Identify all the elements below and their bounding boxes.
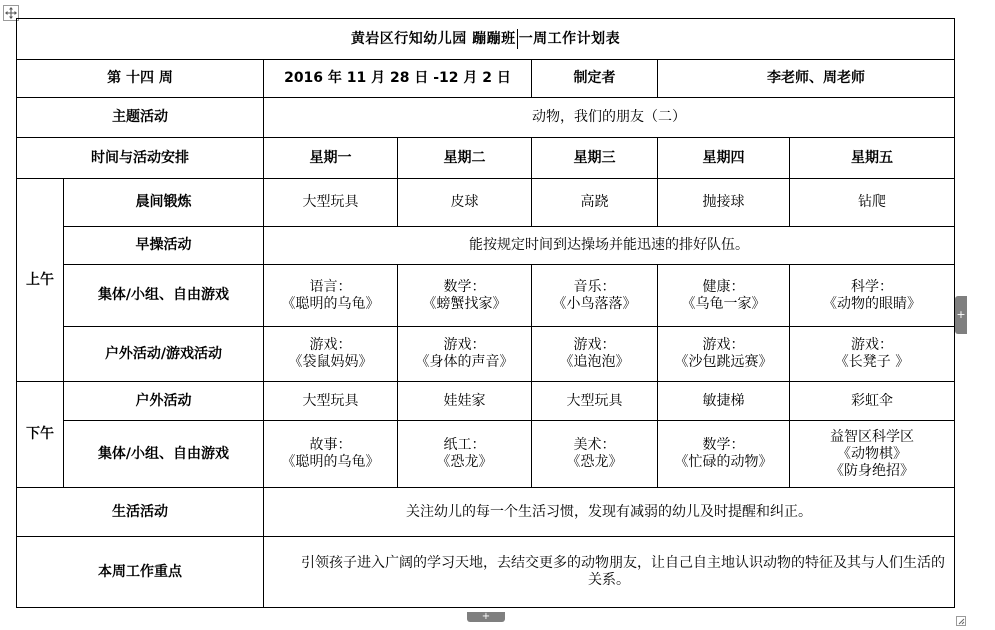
activity-title: 《恐龙》 [566, 454, 623, 470]
subject-label: 游戏： [443, 337, 486, 353]
afternoon-outdoor-tuesday[interactable]: 娃娃家 [398, 382, 532, 421]
subject-label: 健康： [702, 278, 745, 295]
morning-group-row [17, 265, 955, 327]
subject-label: 美术： [573, 437, 616, 453]
activity-title: 《恐龙》 [436, 454, 493, 470]
morning-drill-row [17, 227, 955, 265]
activity-title: 《动物棋》 [837, 445, 907, 462]
subject-label: 语言： [309, 278, 352, 295]
afternoon-group-monday[interactable] [264, 421, 398, 488]
activity-title: 《追泡泡》 [559, 354, 630, 370]
afternoon-group-friday[interactable] [790, 421, 955, 488]
morning-exercise-label[interactable]: 晨间锻炼 [64, 179, 264, 227]
schedule-header-row [17, 138, 955, 179]
afternoon-group-row [17, 421, 955, 488]
activity-title: 《身体的声音》 [415, 354, 514, 370]
activity-title: 《聪明的乌龟》 [281, 295, 380, 312]
activity-title: 《忙碌的动物》 [674, 454, 773, 470]
day-header-thursday[interactable]: 星期四 [658, 138, 790, 179]
morning-drill-value[interactable]: 能按规定时间到达操场并能迅速的排好队伍。 [264, 227, 955, 265]
activity-title: 《袋鼠妈妈》 [288, 354, 373, 370]
activity-title: 《螃蟹找家》 [422, 295, 507, 312]
subject-label: 故事： [309, 437, 352, 453]
morning-group-friday[interactable] [790, 265, 955, 327]
morning-group-thursday[interactable] [658, 265, 790, 327]
subject-label: 音乐： [573, 278, 616, 295]
title-suffix: 一周工作计划表 [518, 31, 621, 47]
focus-label[interactable]: 本周工作重点 [17, 537, 264, 608]
morning-exercise-monday[interactable]: 大型玩具 [264, 179, 398, 227]
afternoon-group-tuesday[interactable] [398, 421, 532, 488]
morning-group-label[interactable]: 集体/小组、自由游戏 [64, 265, 264, 327]
author-names[interactable]: 李老师、周老师 [658, 60, 955, 98]
activity-title: 《动物的眼睛》 [823, 295, 921, 312]
day-header-friday[interactable]: 星期五 [790, 138, 955, 179]
activity-title: 《乌龟一家》 [681, 295, 766, 312]
table-resize-corner-icon[interactable] [956, 611, 966, 621]
morning-exercise-thursday[interactable]: 抛接球 [658, 179, 790, 227]
subject-label: 纸工： [443, 437, 486, 453]
subject-label: 科学： [851, 278, 893, 295]
theme-row [17, 98, 955, 138]
afternoon-outdoor-friday[interactable]: 彩虹伞 [790, 382, 955, 421]
morning-drill-label[interactable]: 早操活动 [64, 227, 264, 265]
schedule-label[interactable]: 时间与活动安排 [17, 138, 264, 179]
text-cursor [517, 29, 518, 49]
morning-outdoor-thursday[interactable] [658, 327, 790, 382]
life-label[interactable]: 生活活动 [17, 488, 264, 537]
activity-title: 《聪明的乌龟》 [281, 454, 380, 470]
afternoon-outdoor-monday[interactable]: 大型玩具 [264, 382, 398, 421]
subject-label: 益智区科学区 [830, 428, 914, 445]
morning-outdoor-tuesday[interactable] [398, 327, 532, 382]
activity-title: 《长凳子 》 [834, 354, 910, 370]
life-row [17, 488, 955, 537]
focus-row [17, 537, 955, 608]
date-range[interactable]: 2016 年 11 月 28 日 -12 月 2 日 [264, 60, 532, 98]
morning-exercise-tuesday[interactable]: 皮球 [398, 179, 532, 227]
author-label[interactable]: 制定者 [532, 60, 658, 98]
focus-text: 引领孩子进入广阔的学习天地，去结交更多的动物朋友，让自己自主地认识动物的特征及其与人们生活的关系。 [301, 555, 945, 588]
day-header-tuesday[interactable]: 星期二 [398, 138, 532, 179]
weekly-plan-sheet [16, 18, 955, 608]
morning-group-tuesday[interactable] [398, 265, 532, 327]
morning-outdoor-label[interactable]: 户外活动/游戏活动 [64, 327, 264, 382]
afternoon-label[interactable]: 下午 [17, 382, 64, 488]
focus-value[interactable] [264, 537, 955, 608]
info-row [17, 60, 955, 98]
subject-label: 数学： [702, 437, 745, 453]
week-number[interactable]: 第 十四 周 [17, 60, 264, 98]
subject-label: 游戏： [309, 337, 352, 353]
morning-label[interactable]: 上午 [17, 179, 64, 382]
afternoon-outdoor-wednesday[interactable]: 大型玩具 [532, 382, 658, 421]
afternoon-group-label[interactable]: 集体/小组、自由游戏 [64, 421, 264, 488]
morning-outdoor-wednesday[interactable] [532, 327, 658, 382]
morning-group-wednesday[interactable] [532, 265, 658, 327]
insert-column-button[interactable]: + [955, 296, 967, 334]
activity-title: 《防身绝招》 [830, 462, 914, 479]
life-value[interactable]: 关注幼儿的每一个生活习惯，发现有减弱的幼儿及时提醒和纠正。 [264, 488, 955, 537]
morning-outdoor-monday[interactable] [264, 327, 398, 382]
morning-exercise-row [17, 179, 955, 227]
afternoon-outdoor-thursday[interactable]: 敏捷梯 [658, 382, 790, 421]
morning-exercise-wednesday[interactable]: 高跷 [532, 179, 658, 227]
day-header-wednesday[interactable]: 星期三 [532, 138, 658, 179]
afternoon-outdoor-label[interactable]: 户外活动 [64, 382, 264, 421]
subject-label: 游戏： [573, 337, 616, 353]
theme-label[interactable]: 主题活动 [17, 98, 264, 138]
theme-value[interactable]: 动物，我们的朋友（二） [264, 98, 955, 138]
afternoon-group-wednesday[interactable] [532, 421, 658, 488]
morning-group-monday[interactable] [264, 265, 398, 327]
activity-title: 《小鸟落落》 [552, 295, 637, 312]
subject-label: 游戏： [702, 337, 745, 353]
activity-title: 《沙包跳远赛》 [674, 354, 773, 370]
afternoon-group-thursday[interactable] [658, 421, 790, 488]
weekly-plan-table [16, 18, 955, 608]
insert-row-button[interactable]: + [467, 612, 505, 622]
subject-label: 游戏： [851, 337, 893, 353]
subject-label: 数学： [443, 278, 486, 295]
page-title[interactable] [17, 19, 955, 60]
title-row [17, 19, 955, 60]
day-header-monday[interactable]: 星期一 [264, 138, 398, 179]
title-prefix: 黄岩区行知幼儿园 蹦蹦班 [350, 31, 516, 47]
morning-outdoor-friday[interactable] [790, 327, 955, 382]
afternoon-outdoor-row [17, 382, 955, 421]
morning-exercise-friday[interactable]: 钻爬 [790, 179, 955, 227]
morning-outdoor-row [17, 327, 955, 382]
